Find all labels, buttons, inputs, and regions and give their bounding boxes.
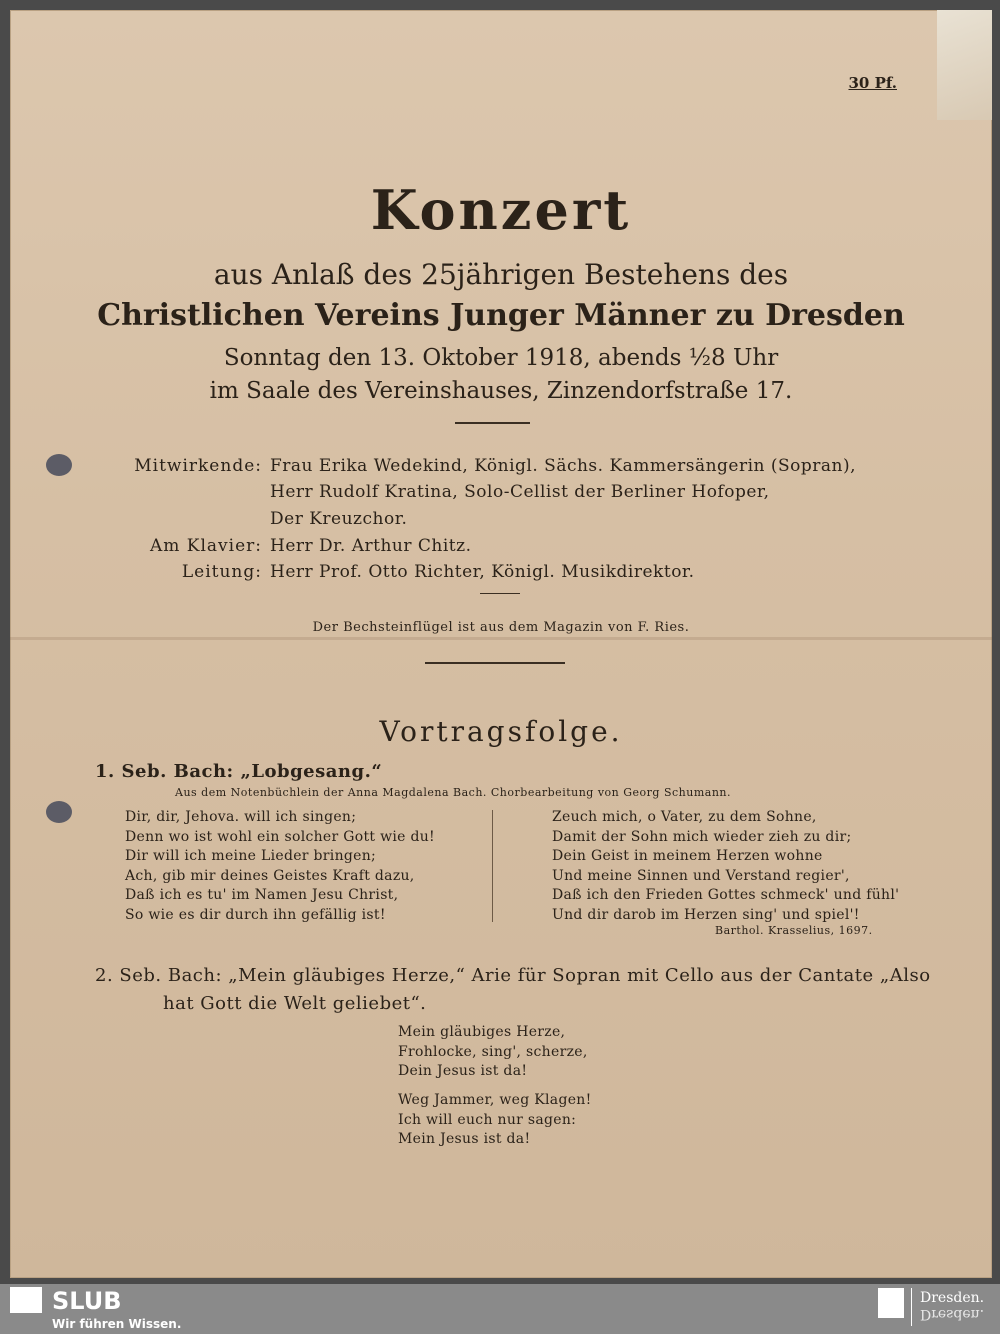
verse-line: Dir, dir, Jehova. will ich singen; <box>125 809 357 825</box>
verse-line: Frohlocke, sing', scherze, <box>398 1043 588 1060</box>
program-title: Vortragsfolge. <box>379 715 623 748</box>
program-item-heading-cont: hat Gott die Welt geliebet“. <box>163 993 427 1014</box>
verse-left <box>125 808 435 925</box>
slub-logo-text[interactable]: SLUB <box>52 1287 122 1315</box>
aria-verse-b <box>398 1091 592 1150</box>
dresden-name-mirror: Dresden. <box>920 1306 985 1322</box>
verse-line: Mein Jesus ist da! <box>398 1131 531 1147</box>
performers-label: Mitwirkende: <box>134 456 262 476</box>
verse-line: Dir will ich meine Lieder bringen; <box>125 848 377 864</box>
page-title: Konzert <box>370 178 632 242</box>
performer-line: Der Kreuzchor. <box>270 509 408 529</box>
verse-line: Dein Geist in meinem Herzen wohne <box>552 848 823 864</box>
punch-hole <box>46 801 72 823</box>
program-item-heading: 2. Seb. Bach: „Mein gläubiges Herze,“ Arie für Sopran mit Cello aus der Cantate „Also <box>95 965 931 986</box>
verse-right <box>552 808 899 925</box>
slub-logo-icon[interactable] <box>10 1287 42 1313</box>
verse-line: Und dir darob im Herzen sing' und spiel'! <box>552 906 860 923</box>
verse-line: Zeuch mich, o Vater, zu dem Sohne, <box>552 809 817 825</box>
program-item-source: Aus dem Notenbüchlein der Anna Magdalena Bach. Chorbearbeitung von Georg Schumann. <box>175 786 731 799</box>
subtitle-organization: Christlichen Vereins Junger Männer zu Dresden <box>97 298 905 333</box>
piano-label: Am Klavier: <box>149 536 262 556</box>
verse-line: Damit der Sohn mich wieder zieh zu dir; <box>552 828 852 845</box>
verse-line: Mein gläubiges Herze, <box>398 1024 566 1040</box>
conductor-line: Herr Prof. Otto Richter, Königl. Musikdirektor. <box>270 562 695 582</box>
dresden-name: Dresden. <box>920 1290 985 1306</box>
program-item-heading: 1. Seb. Bach: „Lobgesang.“ <box>95 761 383 782</box>
torn-corner <box>937 10 992 120</box>
verse-line: Und meine Sinnen und Verstand regier', <box>552 867 850 884</box>
ornament-divider <box>425 662 565 664</box>
price-label: 30 Pf. <box>848 74 897 92</box>
verse-line: Dein Jesus ist da! <box>398 1063 528 1079</box>
performer-line: Frau Erika Wedekind, Königl. Sächs. Kammersängerin (Sopran), <box>270 456 857 476</box>
divider <box>455 422 530 424</box>
aria-verse-a <box>398 1023 588 1082</box>
verse-attribution: Barthol. Krasselius, 1697. <box>715 924 873 937</box>
subtitle-occasion: aus Anlaß des 25jährigen Bestehens des <box>213 258 789 291</box>
column-divider <box>492 810 493 922</box>
subtitle-venue: im Saale des Vereinshauses, Zinzendorfstraße 17. <box>209 378 793 404</box>
piano-note: Der Bechsteinflügel ist aus dem Magazin von F. Ries. <box>312 620 690 635</box>
footer-separator <box>911 1288 912 1326</box>
verse-line: Ach, gib mir deines Geistes Kraft dazu, <box>125 867 415 884</box>
verse-line: Weg Jammer, weg Klagen! <box>398 1092 592 1108</box>
verse-line: Daß ich es tu' im Namen Jesu Christ, <box>125 887 399 903</box>
pianist-line: Herr Dr. Arthur Chitz. <box>270 536 472 556</box>
page-fold <box>10 637 992 640</box>
dresden-logo-text[interactable] <box>920 1290 984 1322</box>
divider <box>480 593 520 594</box>
verse-line: Denn wo ist wohl ein solcher Gott wie du! <box>125 828 435 845</box>
conductor-label: Leitung: <box>181 562 262 582</box>
verse-line: Ich will euch nur sagen: <box>398 1111 577 1128</box>
dresden-crest-icon[interactable] <box>878 1288 904 1318</box>
verse-line: So wie es dir durch ihn gefällig ist! <box>125 906 386 923</box>
verse-line: Daß ich den Frieden Gottes schmeck' und fühl' <box>552 887 900 903</box>
slub-tagline: Wir führen Wissen. <box>52 1317 182 1331</box>
document-page <box>10 10 992 1278</box>
subtitle-date: Sonntag den 13. Oktober 1918, abends ½8 Uhr <box>223 345 779 371</box>
performer-line: Herr Rudolf Kratina, Solo-Cellist der Berliner Hofoper, <box>270 482 770 502</box>
